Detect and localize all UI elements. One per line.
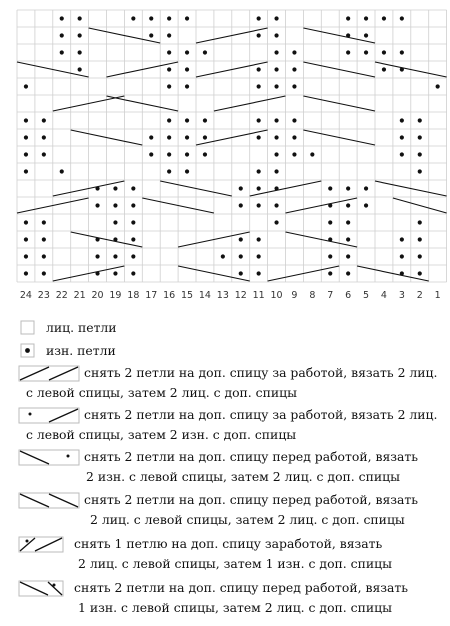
purl-dot [400,135,404,139]
knit-stitch-icon [18,317,38,337]
purl-dot [292,152,296,156]
column-label: 1 [434,290,441,301]
purl-dot [203,135,207,139]
column-label: 4 [380,290,387,301]
purl-dot [131,271,135,275]
purl-dot [418,169,422,173]
purl-dot [418,152,422,156]
purl-dot [328,254,332,258]
purl-dot [274,84,278,88]
purl-dot [95,254,99,258]
purl-dot [42,254,46,258]
purl-dot [292,84,296,88]
purl-dot [113,186,117,190]
purl-dot [149,135,153,139]
purl-dot [346,254,350,258]
purl-dot [24,135,28,139]
purl-dot [167,84,171,88]
purl-dot [185,135,189,139]
purl-dot [418,118,422,122]
purl-dot [149,33,153,37]
purl-dot [24,84,28,88]
purl-dot [95,203,99,207]
purl-dot [24,237,28,241]
purl-dot [364,16,368,20]
purl-dot [257,169,261,173]
purl-dot [131,220,135,224]
legend-line: снять 2 петли на доп. спицу перед работой, вязать [84,449,419,464]
cable-1-2-back-icon [18,534,74,556]
knitting-chart [0,0,450,310]
purl-dot [239,271,243,275]
purl-dot [400,237,404,241]
cable-2-2-front-purl-icon [18,447,84,469]
purl-dot [257,203,261,207]
legend-line: с левой спицы, затем 2 лиц. с доп. спицы [26,385,297,400]
purl-dot [346,271,350,275]
column-label: 10 [270,290,283,301]
legend-line: с левой спицы, затем 2 изн. с доп. спицы [26,427,297,442]
legend-line: снять 1 петлю на доп. спицу заработой, вязать [74,536,383,551]
legend-line: 1 изн. с левой спицы, затем 2 лиц. с доп. спицы [78,600,392,615]
purl-dot [24,220,28,224]
purl-dot [346,50,350,54]
purl-dot [24,152,28,156]
legend-text [46,341,116,360]
purl-dot [400,50,404,54]
purl-dot [257,237,261,241]
purl-dot [257,254,261,258]
purl-dot [221,254,225,258]
purl-dot [274,220,278,224]
legend-text [84,490,418,509]
purl-dot [167,50,171,54]
legend-item-knit [18,317,443,339]
legend-text [90,510,405,529]
column-label: 7 [327,290,334,301]
legend-text [78,554,392,573]
legend [0,310,450,626]
column-label: 5 [363,290,370,301]
purl-dot [24,118,28,122]
purl-dot [400,16,404,20]
purl-dot [167,135,171,139]
purl-dot [24,169,28,173]
legend-text [84,447,418,466]
purl-dot [274,203,278,207]
purl-dot [113,220,117,224]
column-label: 24 [19,290,32,301]
legend-line: 2 изн. с левой спицы, затем 2 лиц. с доп. спицы [86,469,400,484]
column-label: 23 [37,290,50,301]
purl-dot [42,271,46,275]
purl-dot [149,152,153,156]
column-label: 3 [398,290,405,301]
purl-dot [418,237,422,241]
purl-dot [257,271,261,275]
purl-dot [436,84,440,88]
column-label: 15 [181,290,194,301]
legend-line: снять 2 петли на доп. спицу за работой, вязать 2 лиц. [84,407,438,422]
column-label: 20 [91,290,104,301]
purl-dot [113,254,117,258]
column-label: 19 [109,290,122,301]
purl-dot [60,50,64,54]
legend-line: снять 2 петли на доп. спицу перед работой, вязать [84,492,419,507]
purl-dot [185,152,189,156]
column-label: 14 [198,290,211,301]
column-label: 11 [252,290,265,301]
purl-dot [418,135,422,139]
purl-dot [274,50,278,54]
column-label: 16 [163,290,176,301]
purl-dot [239,254,243,258]
purl-dot [257,33,261,37]
purl-dot [382,50,386,54]
purl-dot [131,203,135,207]
purl-dot [167,118,171,122]
column-label: 13 [216,290,229,301]
purl-dot [167,152,171,156]
legend-text [26,383,297,402]
legend-item-cable-front-purl [18,447,443,489]
purl-dot [328,186,332,190]
purl-dot [346,203,350,207]
purl-dot [78,16,82,20]
legend-item-cable-2-1 [18,578,443,620]
purl-dot [274,118,278,122]
legend-item-cable-front [18,490,443,532]
purl-dot [257,67,261,71]
purl-dot [42,220,46,224]
column-label: 21 [73,290,86,301]
legend-line: снять 2 петли на доп. спицу перед работой, вязать [74,580,409,595]
chart-grid [0,0,450,310]
purl-dot [364,203,368,207]
purl-dot [185,67,189,71]
legend-line: 2 лиц. с левой спицы, затем 2 лиц. с доп. спицы [90,512,405,527]
purl-dot [78,67,82,71]
purl-dot [78,50,82,54]
purl-dot [292,50,296,54]
purl-dot [400,118,404,122]
legend-text [84,363,437,382]
legend-text [74,534,382,553]
legend-text [78,598,392,617]
purl-dot [364,186,368,190]
purl-dot [274,67,278,71]
purl-dot [239,237,243,241]
purl-dot [328,220,332,224]
legend-text [86,467,400,486]
purl-dot [185,84,189,88]
purl-dot [185,118,189,122]
column-label: 17 [145,290,158,301]
purl-dot [292,135,296,139]
purl-dot [257,118,261,122]
purl-dot [131,254,135,258]
column-label: 2 [416,290,423,301]
legend-line: лиц. петли [46,320,117,335]
purl-dot [60,16,64,20]
legend-item-cable-1-2 [18,534,443,576]
legend-item-cable-back [18,363,443,405]
purl-dot [346,186,350,190]
purl-dot [364,50,368,54]
purl-dot [149,16,153,20]
purl-dot [257,186,261,190]
legend-text [84,405,437,424]
cable-line [393,198,447,213]
purl-dot [113,203,117,207]
purl-dot [382,16,386,20]
purl-dot [239,186,243,190]
purl-dot [346,220,350,224]
purl-dot [418,271,422,275]
legend-line: снять 2 петли на доп. спицу за работой, вязать 2 лиц. [84,365,438,380]
purl-dot [400,254,404,258]
purl-dot [113,271,117,275]
purl-dot [346,237,350,241]
purl-dot [274,169,278,173]
cable-2-2-back-icon [18,363,84,385]
purl-dot [328,271,332,275]
cable-2-2-front-icon [18,490,84,512]
purl-dot [418,220,422,224]
purl-dot [185,50,189,54]
purl-dot [42,135,46,139]
purl-dot [382,67,386,71]
purl-dot [400,152,404,156]
legend-item-cable-back-purl [18,405,443,447]
purl-dot [131,16,135,20]
purl-dot [42,237,46,241]
purl-dot [364,33,368,37]
cable-2-1-front-icon [18,578,74,600]
purl-dot [42,152,46,156]
purl-dot [167,33,171,37]
legend-text [26,425,296,444]
purl-dot [257,16,261,20]
legend-item-purl [18,340,443,362]
column-label: 9 [291,290,298,301]
purl-dot [203,152,207,156]
legend-line: 2 лиц. с левой спицы, затем 1 изн. с доп. спицы [78,556,392,571]
purl-dot [185,169,189,173]
legend-text [74,578,408,597]
purl-dot [257,84,261,88]
purl-dot [24,254,28,258]
purl-dot [274,135,278,139]
purl-stitch-icon [18,340,38,360]
purl-dot [24,271,28,275]
purl-dot [78,33,82,37]
purl-dot [42,118,46,122]
purl-dot [310,152,314,156]
column-label: 6 [345,290,352,301]
purl-dot [292,118,296,122]
purl-dot [257,135,261,139]
purl-dot [274,16,278,20]
purl-dot [274,152,278,156]
purl-dot [131,186,135,190]
purl-dot [274,33,278,37]
purl-dot [167,169,171,173]
purl-dot [346,16,350,20]
purl-dot [203,118,207,122]
purl-dot [131,237,135,241]
cable-2-2-back-purl-icon [18,405,84,427]
purl-dot [292,67,296,71]
column-label: 12 [234,290,247,301]
legend-line: изн. петли [46,343,116,358]
column-label: 8 [309,290,316,301]
purl-dot [203,50,207,54]
purl-dot [167,16,171,20]
purl-dot [418,254,422,258]
column-label: 22 [55,290,68,301]
purl-dot [60,33,64,37]
purl-dot [167,67,171,71]
legend-text [46,318,117,337]
column-label: 18 [127,290,140,301]
purl-dot [60,169,64,173]
purl-dot [239,203,243,207]
purl-dot [185,16,189,20]
